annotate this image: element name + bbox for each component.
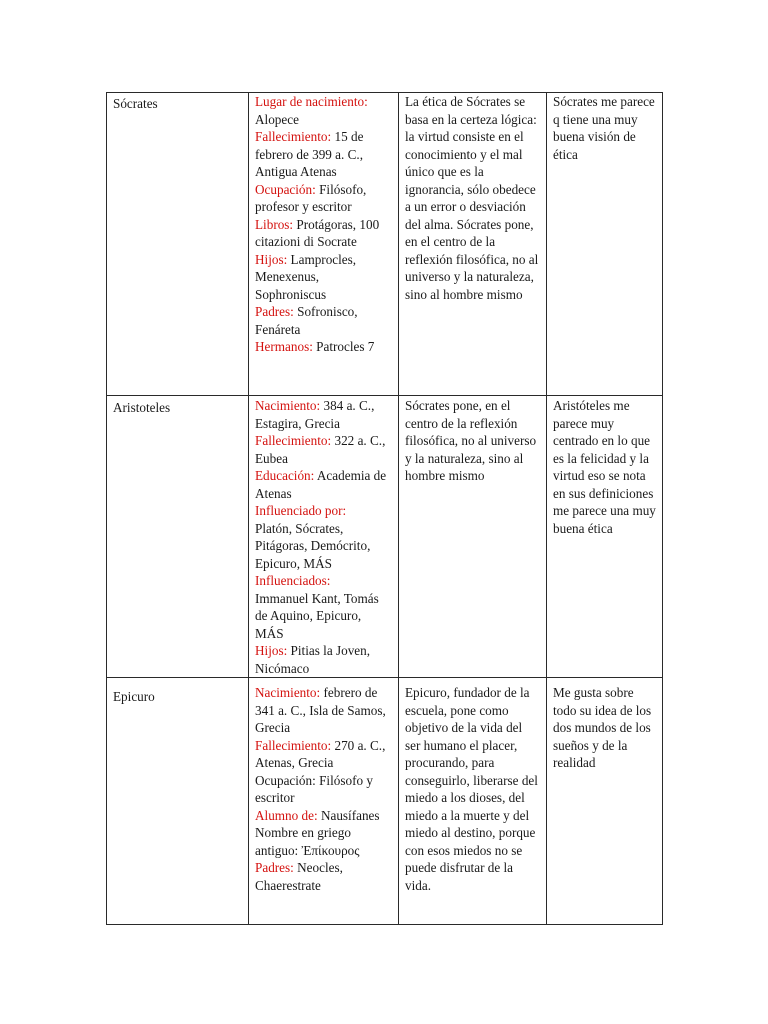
bio-entry — [255, 303, 392, 338]
bio-value: Immanuel Kant, Tomás de Aquino, Epicuro, MÁS — [255, 590, 379, 641]
biography-cell — [249, 396, 399, 678]
bio-value: Platón, Sócrates, Pitágoras, Demócrito, Epicuro, MÁS — [255, 520, 371, 571]
ethics-description: Epicuro, fundador de la escuela, pone como objetivo de la vida del ser humano el placer, procurando, para conseguirlo, liberarse del miedo a los dioses, del miedo a la muerte y del miedo al destino, porque con esos miedos no se puede disfrutar de la vida. — [399, 678, 547, 925]
table-row — [107, 678, 663, 925]
bio-entry — [255, 181, 392, 216]
bio-label: Influenciados: — [255, 573, 331, 588]
bio-value: 15 de febrero de 399 a. C., Antigua Atenas — [255, 129, 364, 179]
bio-label: Nacimiento: — [255, 685, 321, 700]
bio-value: Nausífanes — [317, 807, 380, 823]
bio-entry — [255, 251, 392, 304]
biography-cell — [249, 93, 399, 396]
bio-value: Ocupación: Filósofo y escritor — [255, 772, 373, 805]
philosopher-name: Aristoteles — [107, 396, 249, 678]
bio-value: Patrocles 7 — [312, 339, 375, 354]
bio-entry — [255, 467, 392, 502]
philosophers-table — [106, 92, 663, 925]
bio-label: Hermanos: — [255, 339, 313, 354]
bio-entry — [255, 737, 392, 772]
bio-value: 384 a. C., Estagira, Grecia — [255, 398, 375, 431]
bio-label: Lugar de nacimiento: — [255, 94, 368, 109]
bio-label: Libros: — [255, 216, 294, 232]
bio-entry — [255, 93, 392, 111]
bio-entry — [255, 128, 392, 181]
bio-entry — [255, 432, 392, 467]
bio-value: Protágoras, 100 citazioni di Socrate — [255, 216, 380, 249]
bio-label: Nacimiento: — [255, 398, 321, 413]
bio-entry — [255, 520, 392, 573]
bio-value: Academia de Atenas — [255, 468, 387, 501]
bio-entry — [255, 642, 392, 677]
bio-value: Alopece — [255, 111, 299, 127]
bio-value: Lamprocles, Menexenus, Sophroniscus — [255, 251, 357, 302]
bio-label: Hijos: — [255, 643, 288, 658]
bio-entry — [255, 824, 392, 859]
opinion-text: Aristóteles me parece muy centrado en lo que es la felicidad y la virtud eso se nota en sus definiciones me parece una muy buena ética — [547, 396, 663, 678]
bio-entry — [255, 807, 392, 825]
bio-value: Pitias la Joven, Nicómaco — [255, 643, 371, 676]
bio-value: febrero de 341 a. C., Isla de Samos, Grecia — [255, 685, 386, 735]
bio-label: Fallecimiento: — [255, 433, 332, 448]
bio-label: Influenciado por: — [255, 503, 347, 518]
bio-value: Filósofo, profesor y escritor — [255, 181, 367, 214]
biography-cell — [249, 678, 399, 925]
bio-value: 270 a. C., Atenas, Grecia — [255, 737, 386, 770]
bio-value: Nombre en griego antiguo: Ἐπίκουρος — [255, 825, 360, 858]
philosopher-name: Epicuro — [107, 678, 249, 925]
opinion-text: Me gusta sobre todo su idea de los dos mundos de los sueños y de la realidad — [547, 678, 663, 925]
bio-label: Padres: — [255, 304, 294, 319]
bio-label: Ocupación: — [255, 181, 316, 197]
bio-entry — [255, 590, 392, 643]
bio-label: Hijos: — [255, 251, 288, 267]
bio-entry — [255, 772, 392, 807]
bio-entry — [255, 502, 392, 520]
bio-entry — [255, 111, 392, 129]
bio-value: 322 a. C., Eubea — [255, 433, 386, 466]
bio-label: Educación: — [255, 468, 315, 483]
opinion-text: Sócrates me parece q tiene una muy buena visión de ética — [547, 93, 663, 396]
philosopher-name: Sócrates — [107, 93, 249, 396]
bio-entry — [255, 572, 392, 590]
bio-value: Sofronisco, Fenáreta — [255, 304, 358, 337]
table-row — [107, 93, 663, 396]
ethics-description: La ética de Sócrates se basa en la certeza lógica: la virtud consiste en el conocimiento y el mal único que es la ignorancia, sólo obedece a un error o desviación del alma. Sócrates pone, en el centro de la reflexión filosófica, no al universo y la naturaleza, sino al hombre mismo — [399, 93, 547, 396]
bio-entry — [255, 684, 392, 737]
table-row — [107, 396, 663, 678]
bio-label: Fallecimiento: — [255, 737, 332, 753]
bio-entry — [255, 397, 392, 432]
bio-entry — [255, 338, 392, 356]
bio-entry — [255, 216, 392, 251]
bio-label: Padres: — [255, 860, 294, 875]
bio-entry — [255, 859, 392, 894]
bio-label: Alumno de: — [255, 807, 318, 823]
bio-value: Neocles, Chaerestrate — [255, 860, 343, 893]
bio-label: Fallecimiento: — [255, 129, 332, 144]
ethics-description: Sócrates pone, en el centro de la reflexión filosófica, no al universo y la naturaleza, sino al hombre mismo — [399, 396, 547, 678]
